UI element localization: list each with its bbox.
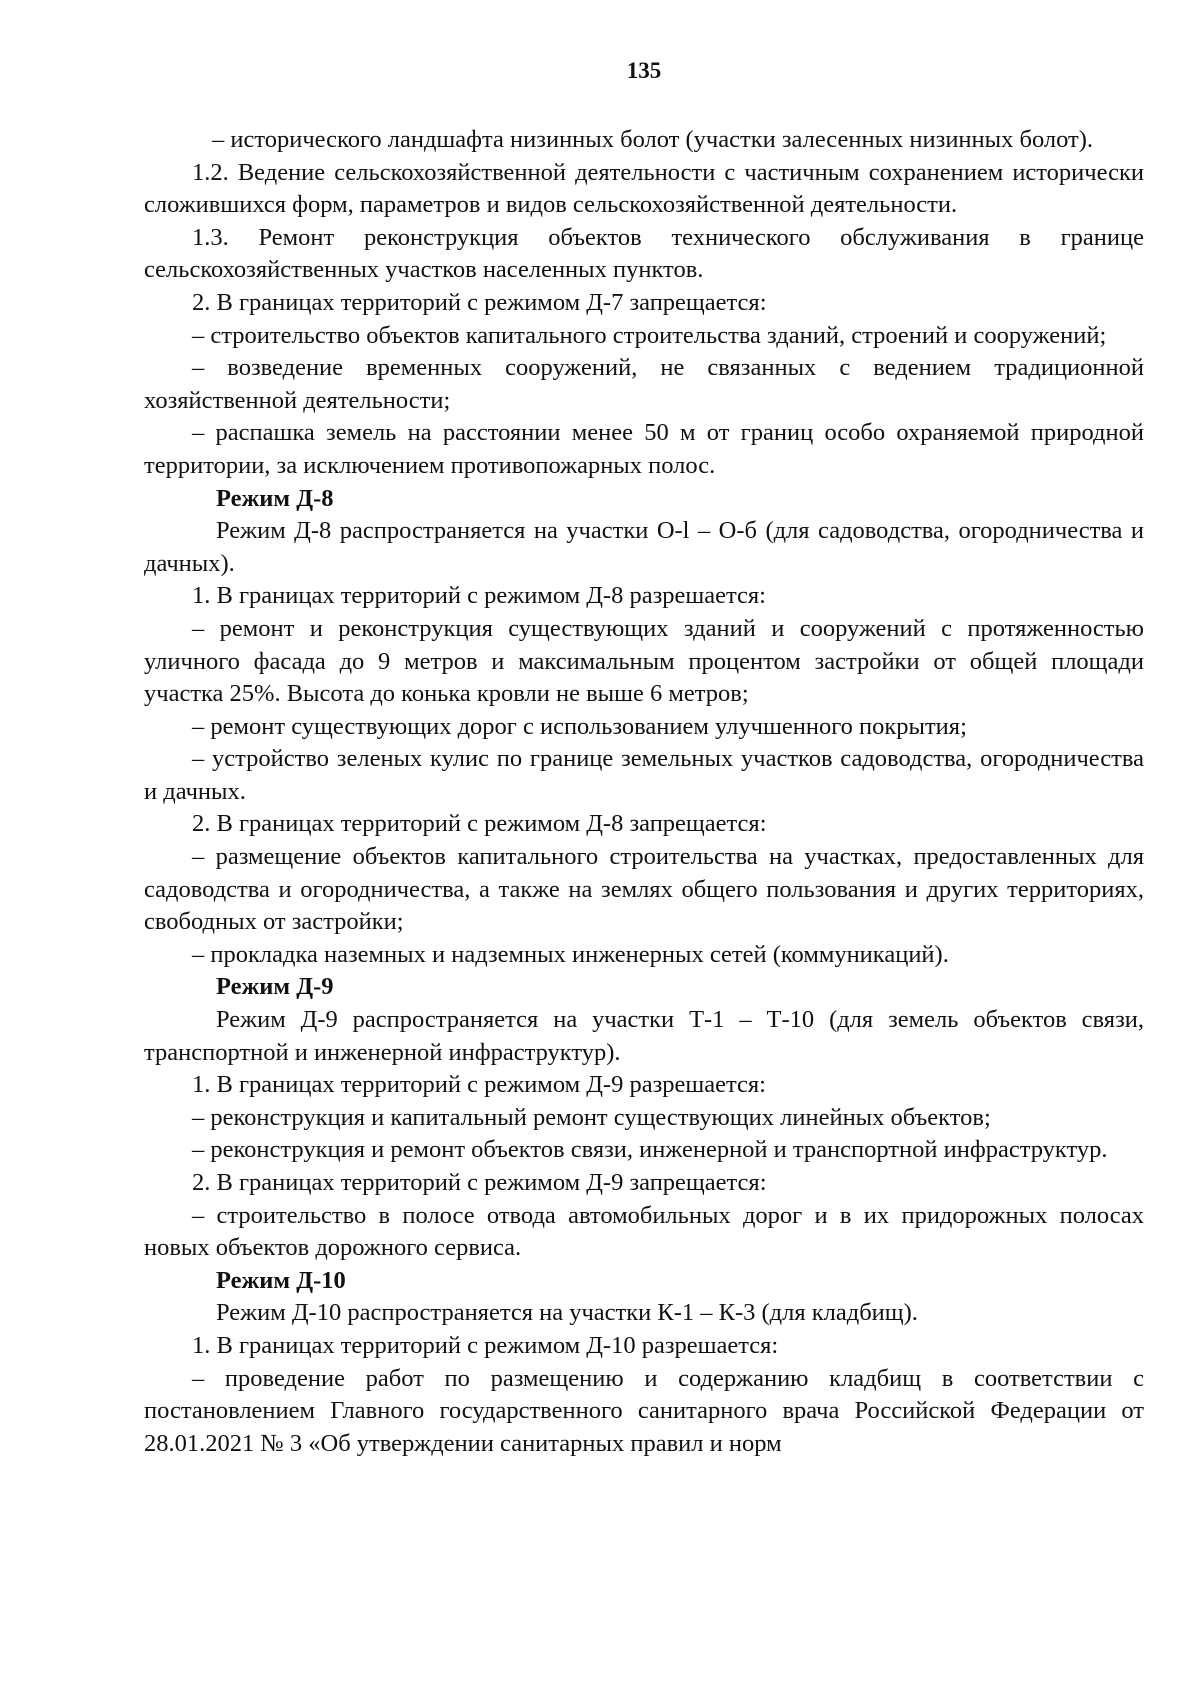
paragraph-d9-allowed: 1. В границах территорий с режимом Д-9 разрешается: xyxy=(192,1071,766,1099)
paragraph-d9-scope: Режим Д-9 распространяется на участки Т-1 – Т-10 (для земель объектов связи, транспортной и инженерной инфраструктур). xyxy=(144,1006,1144,1066)
paragraph-d8-prohibited-item-1: – размещение объектов капитального строительства на участках, предоставленных для садоводства и огородничества, а также на землях общего пользования и других территориях, свободных от застройки; xyxy=(144,843,1144,936)
document-page xyxy=(144,56,1144,1460)
paragraph-historical-landscape: – исторического ландшафта низинных болот (участки залесенных низинных болот). xyxy=(212,126,1094,153)
paragraph-1-3: 1.3. Ремонт реконструкция объектов технического обслуживания в границе сельскохозяйственных участков населенных пунктов. xyxy=(144,223,1144,284)
heading-regime-d8: Режим Д-8 xyxy=(216,484,334,512)
paragraph-d8-allowed: 1. В границах территорий с режимом Д-8 разрешается: xyxy=(192,582,766,610)
paragraph-d8-allowed-item-2: – ремонт существующих дорог с использованием улучшенного покрытия; xyxy=(192,712,967,740)
heading-regime-d9: Режим Д-9 xyxy=(216,973,334,1001)
paragraph-d8-allowed-item-1: – ремонт и реконструкция существующих зданий и сооружений с протяженностью уличного фасада до 9 метров и максимальным процентом застройки от общей площади участка 25%. Высота до конька кровли не выше 6 метров; xyxy=(144,614,1144,708)
paragraph-d7-item-3: – распашка земель на расстоянии менее 50 м от границ особо охраняемой природной территории, за исключением противопожарных полос. xyxy=(144,419,1144,479)
paragraph-d8-allowed-item-3: – устройство зеленых кулис по границе земельных участков садоводства, огородничества и дачных. xyxy=(144,745,1144,805)
paragraph-d9-prohibited-item-1: – строительство в полосе отвода автомобильных дорог и в их придорожных полосах новых объектов дорожного сервиса. xyxy=(144,1201,1144,1262)
paragraph-d10-allowed: 1. В границах территорий с режимом Д-10 разрешается: xyxy=(192,1331,779,1359)
heading-regime-d10: Режим Д-10 xyxy=(216,1266,346,1294)
paragraph-d9-allowed-item-1: – реконструкция и капитальный ремонт существующих линейных объектов; xyxy=(192,1103,991,1131)
paragraph-1-2: 1.2. Ведение сельскохозяйственной деятельности с частичным сохранением исторически сложившихся форм, параметров и видов сельскохозяйственной деятельности. xyxy=(144,158,1144,219)
paragraph-d9-prohibited: 2. В границах территорий с режимом Д-9 запрещается: xyxy=(192,1169,767,1196)
paragraph-d8-prohibited: 2. В границах территорий с режимом Д-8 запрещается: xyxy=(192,810,767,838)
paragraph-d7-item-2: – возведение временных сооружений, не связанных с ведением традиционной хозяйственной деятельности; xyxy=(144,354,1144,414)
paragraph-d7-item-1: – строительство объектов капитального строительства зданий, строений и сооружений; xyxy=(192,321,1107,349)
paragraph-d8-scope: Режим Д-8 распространяется на участки О-l – О-б (для садоводства, огородничества и дачных). xyxy=(144,517,1144,577)
paragraph-d7-prohibited: 2. В границах территорий с режимом Д-7 запрещается: xyxy=(192,288,767,316)
paragraph-d8-prohibited-item-2: – прокладка наземных и надземных инженерных сетей (коммуникаций). xyxy=(192,940,949,968)
paragraph-d9-allowed-item-2: – реконструкция и ремонт объектов связи, инженерной и транспортной инфраструктур. xyxy=(192,1136,1108,1164)
paragraph-d10-allowed-item-1: – проведение работ по размещению и содержанию кладбищ в соответствии с постановлением Главного государственного санитарного врача Российской Федерации от 28.01.2021 № 3 «Об утверждении санитарных правил и норм xyxy=(144,1364,1144,1457)
paragraph-d10-scope: Режим Д-10 распространяется на участки К-1 – К-3 (для кладбищ). xyxy=(216,1299,918,1327)
page-number: 135 xyxy=(626,58,662,83)
